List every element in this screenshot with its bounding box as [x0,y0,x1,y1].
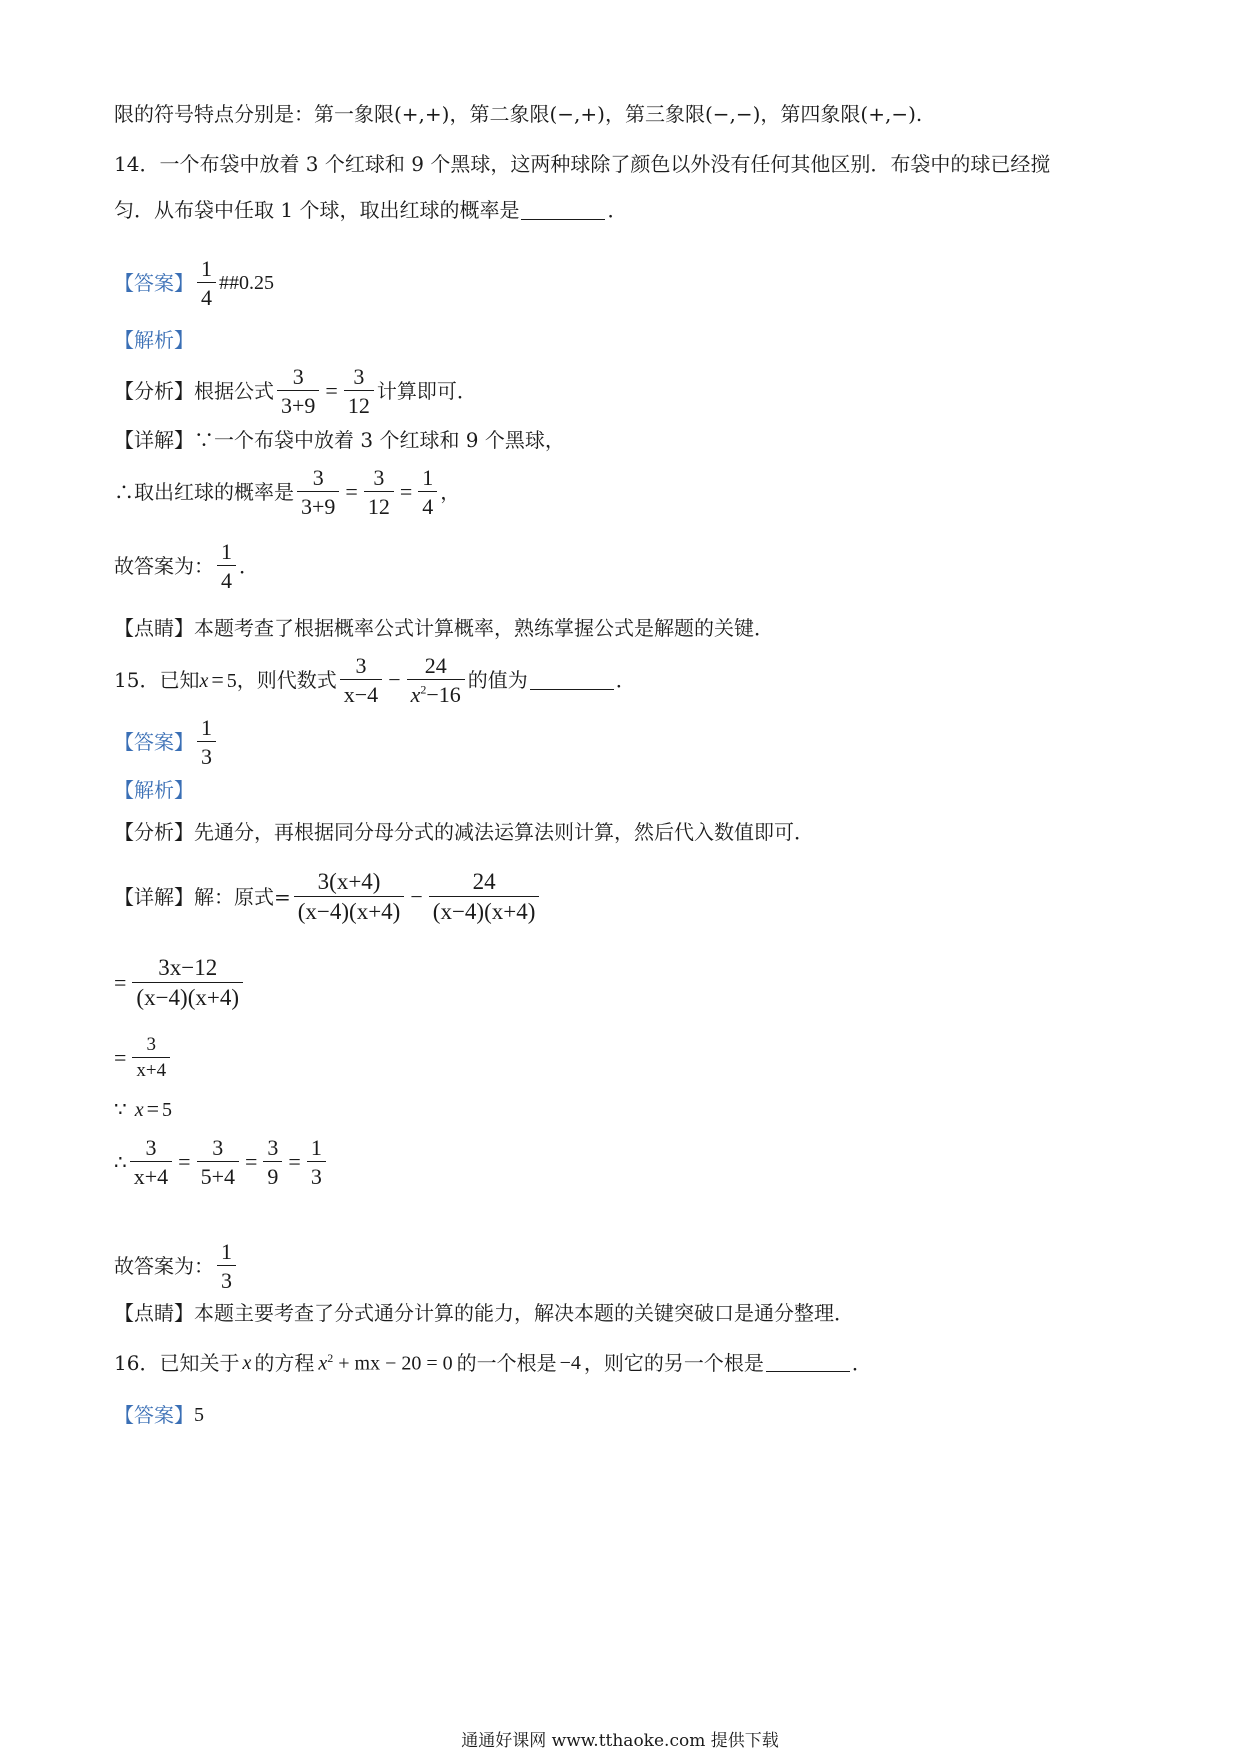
analysis-tag-14: 【解析】 [114,328,194,352]
question-15: 15．已知 x = 5 ，则代数式 $\frac{3}{x-4}$ − $\frac{24}{x^2-16}$ 的值为 ． [114,653,636,708]
answer-14: 【答案】 $\frac{1}{4}$ ##0.25 [114,256,274,311]
text-line-quadrant-signs: 限的符号特点分别是：第一象限(+,+)，第二象限(−,+)，第三象限(−,−)，第四象限(+,−). [114,102,923,126]
answer-blank [766,1353,850,1372]
fraction-3-over-3plus9: $\frac{3}{3+9}$ [277,365,319,417]
answer-tag: 【答案】 [114,271,194,296]
fenxi-15: 【分析】 先通分，再根据同分母分式的减法运算法则计算，然后代入数值即可． [114,820,814,844]
fraction-1-4: $\frac{1}{4}$ [197,257,216,309]
step-therefore: ∴ $\frac{3}{x+4}$ = $\frac{3}{5+4}$ = $\frac{3}{9}$ = $\frac{1}{3}$ [114,1136,329,1188]
xiangjie-15: 【详解】 解：原式= $\frac{3(x+4)}{(x-4)(x+4)}$ − $\frac{24}{(x-4)(x+4)}$ [114,870,542,924]
answer-blank [521,201,605,220]
xiangjie-14: 【详解】 ∵一个布袋中放着 3 个红球和 9 个黑球， [114,428,565,452]
solution-14: ∴取出红球的概率是 $\frac{3}{3+9}$ = $\frac{3}{12}$ = $\frac{1}{4}$ ， [114,465,461,520]
fenxi-14: 【分析】 根据公式 $\frac{3}{3+9}$ = $\frac{3}{12}$ 计算即可． [114,364,477,419]
question-14-line-1: 14．一个布袋中放着 3 个红球和 9 个黑球，这两种球除了颜色以外没有任何其他区别．布袋中的球已经搅 [114,152,1051,176]
answer-blank [530,671,614,690]
final-answer-14: 故答案为： $\frac{1}{4}$ ． [114,539,259,594]
analysis-tag-15: 【解析】 [114,778,194,802]
page-footer: 通通好课网 www.tthaoke.com 提供下载 [461,1731,779,1751]
step-3: = $\frac{3}{x+4}$ [114,1035,173,1081]
final-answer-15: 故答案为： $\frac{1}{3}$ [114,1240,239,1292]
fraction-3-12: $\frac{3}{12}$ [344,365,374,417]
question-16: 16．已知关于 x 的方程 $x^2$ + mx − 20 = 0 的一个根是 −4 ，则它的另一个根是 ． [114,1350,872,1375]
question-14-line-2: 匀．从布袋中任取 1 个球，取出红球的概率是 ． [114,198,628,222]
answer-15: 【答案】 $\frac{1}{3}$ [114,716,219,768]
dianjing-14: 【点睛】 本题考查了根据概率公式计算概率，熟练掌握公式是解题的关键． [114,616,774,640]
step-because: ∵ x = 5 [114,1096,173,1121]
step-2: = $\frac{3x-12}{(x-4)(x+4)}$ [114,956,246,1010]
dianjing-15: 【点睛】 本题主要考查了分式通分计算的能力，解决本题的关键突破口是通分整理． [114,1301,854,1325]
answer-16: 【答案】 5 [114,1403,204,1427]
